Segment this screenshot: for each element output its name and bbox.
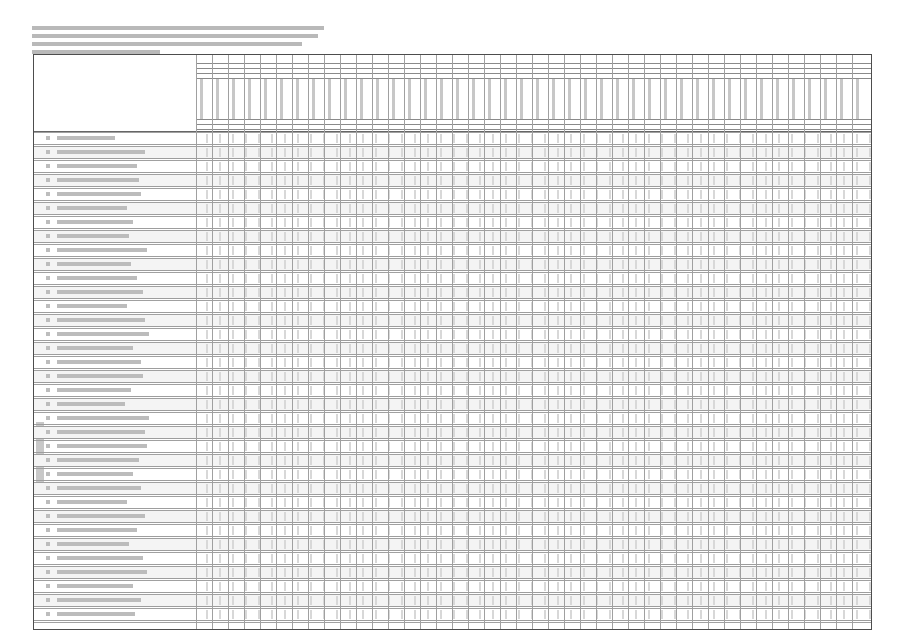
- row-value-cells: [196, 512, 871, 521]
- row-name-cell: [57, 598, 141, 602]
- column-header-label: [392, 79, 395, 119]
- row-value-cells: [196, 484, 871, 493]
- column-header-label: [792, 79, 795, 119]
- row-value-cells: [196, 344, 871, 353]
- row-number-cell: [46, 262, 50, 266]
- row-number-cell: [46, 584, 50, 588]
- grid-hline: [34, 146, 871, 147]
- grid-hline: [34, 398, 871, 399]
- grid-hline: [34, 524, 871, 525]
- row-number-cell: [46, 514, 50, 518]
- row-name-cell: [57, 290, 143, 294]
- column-header-label: [840, 79, 843, 119]
- row-name-cell: [57, 346, 133, 350]
- row-value-cells: [196, 260, 871, 269]
- column-header-label: [776, 79, 779, 119]
- row-number-cell: [46, 556, 50, 560]
- grid-hline: [34, 510, 871, 511]
- grid-hline: [34, 202, 871, 203]
- row-name-cell: [57, 402, 125, 406]
- column-header-label: [264, 79, 267, 119]
- row-number-cell: [46, 276, 50, 280]
- header-band-1: [196, 63, 871, 64]
- data-table: [33, 54, 872, 630]
- row-number-cell: [46, 346, 50, 350]
- grid-hline: [34, 482, 871, 483]
- column-header-label: [328, 79, 331, 119]
- grid-hline: [34, 286, 871, 287]
- row-name-cell: [57, 374, 143, 378]
- column-header-label: [280, 79, 283, 119]
- row-number-cell: [46, 136, 50, 140]
- row-number-cell: [46, 458, 50, 462]
- row-value-cells: [196, 400, 871, 409]
- column-header-label: [744, 79, 747, 119]
- row-number-cell: [46, 150, 50, 154]
- row-number-cell: [46, 388, 50, 392]
- column-header-label: [648, 79, 651, 119]
- row-number-cell: [46, 164, 50, 168]
- row-number-cell: [46, 234, 50, 238]
- grid-hline: [34, 258, 871, 259]
- column-header-label: [216, 79, 219, 119]
- grid-hline: [34, 230, 871, 231]
- row-name-cell: [57, 136, 115, 140]
- grid-hline: [34, 328, 871, 329]
- row-value-cells: [196, 134, 871, 143]
- row-number-cell: [46, 444, 50, 448]
- header-band-5: [196, 119, 871, 120]
- header-band-6: [196, 124, 871, 125]
- row-name-cell: [57, 332, 149, 336]
- row-value-cells: [196, 596, 871, 605]
- row-value-cells: [196, 428, 871, 437]
- row-name-cell: [57, 528, 137, 532]
- row-name-cell: [57, 612, 135, 616]
- row-number-cell: [46, 178, 50, 182]
- row-name-cell: [57, 542, 129, 546]
- row-number-cell: [46, 542, 50, 546]
- table-caption: [32, 26, 332, 52]
- row-name-cell: [57, 584, 133, 588]
- column-header-label: [856, 79, 859, 119]
- column-header-label: [296, 79, 299, 119]
- column-header-label: [424, 79, 427, 119]
- grid-hline: [34, 412, 871, 413]
- column-header-label: [808, 79, 811, 119]
- column-header-label: [232, 79, 235, 119]
- grid-hline: [34, 538, 871, 539]
- column-header-label: [584, 79, 587, 119]
- row-number-cell: [46, 528, 50, 532]
- row-value-cells: [196, 372, 871, 381]
- row-number-cell: [46, 220, 50, 224]
- row-number-cell: [46, 486, 50, 490]
- row-value-cells: [196, 190, 871, 199]
- row-value-cells: [196, 582, 871, 591]
- row-value-cells: [196, 540, 871, 549]
- column-header-label: [680, 79, 683, 119]
- row-name-cell: [57, 164, 137, 168]
- column-header-label: [728, 79, 731, 119]
- column-header-label: [440, 79, 443, 119]
- grid-hline: [34, 216, 871, 217]
- column-header-label: [200, 79, 203, 119]
- grid-hline: [34, 496, 871, 497]
- grid-hline: [34, 356, 871, 357]
- row-value-cells: [196, 274, 871, 283]
- column-header-label: [344, 79, 347, 119]
- row-value-cells: [196, 526, 871, 535]
- row-number-cell: [46, 500, 50, 504]
- grid-hline: [34, 454, 871, 455]
- header-band-7: [196, 129, 871, 130]
- grid-hline: [34, 384, 871, 385]
- row-name-cell: [57, 444, 147, 448]
- row-value-cells: [196, 554, 871, 563]
- column-header-label: [824, 79, 827, 119]
- row-value-cells: [196, 218, 871, 227]
- column-header-label: [376, 79, 379, 119]
- column-header-label: [504, 79, 507, 119]
- row-name-cell: [57, 276, 137, 280]
- row-number-cell: [46, 402, 50, 406]
- row-name-cell: [57, 192, 141, 196]
- row-number-cell: [46, 192, 50, 196]
- row-value-cells: [196, 148, 871, 157]
- row-value-cells: [196, 414, 871, 423]
- grid-hline: [34, 132, 871, 133]
- column-header-label: [408, 79, 411, 119]
- column-header-label: [472, 79, 475, 119]
- row-value-cells: [196, 456, 871, 465]
- row-name-cell: [57, 500, 127, 504]
- row-value-cells: [196, 302, 871, 311]
- row-name-cell: [57, 472, 133, 476]
- column-header-label: [760, 79, 763, 119]
- row-name-cell: [57, 262, 131, 266]
- caption-line-2: [32, 34, 318, 38]
- column-header-label: [520, 79, 523, 119]
- caption-line-3: [32, 42, 302, 46]
- column-header-label: [616, 79, 619, 119]
- grid-hline: [34, 188, 871, 189]
- column-header-label: [664, 79, 667, 119]
- row-number-cell: [46, 318, 50, 322]
- grid-hline: [34, 342, 871, 343]
- row-name-cell: [57, 388, 131, 392]
- row-value-cells: [196, 288, 871, 297]
- row-name-cell: [57, 458, 139, 462]
- grid-hline: [34, 300, 871, 301]
- column-header-label: [248, 79, 251, 119]
- row-number-cell: [46, 472, 50, 476]
- row-name-cell: [57, 234, 129, 238]
- row-value-cells: [196, 470, 871, 479]
- row-name-cell: [57, 556, 143, 560]
- row-number-cell: [46, 360, 50, 364]
- row-name-cell: [57, 318, 145, 322]
- row-value-cells: [196, 498, 871, 507]
- column-header-label: [568, 79, 571, 119]
- grid-hline: [34, 314, 871, 315]
- grid-hline: [34, 566, 871, 567]
- row-number-cell: [46, 598, 50, 602]
- row-name-cell: [57, 206, 127, 210]
- grid-hline: [34, 272, 871, 273]
- row-number-cell: [46, 416, 50, 420]
- grid-hline: [34, 468, 871, 469]
- row-value-cells: [196, 568, 871, 577]
- row-value-cells: [196, 330, 871, 339]
- row-number-cell: [46, 430, 50, 434]
- row-number-cell: [46, 304, 50, 308]
- row-name-cell: [57, 416, 149, 420]
- column-header-label: [536, 79, 539, 119]
- row-value-cells: [196, 386, 871, 395]
- column-header-label: [456, 79, 459, 119]
- grid-hline: [34, 440, 871, 441]
- row-name-cell: [57, 150, 145, 154]
- column-header-label: [552, 79, 555, 119]
- header-band-3: [196, 73, 871, 74]
- row-name-cell: [57, 570, 147, 574]
- row-number-cell: [46, 206, 50, 210]
- caption-line-1: [32, 26, 324, 30]
- grid-hline: [34, 608, 871, 609]
- column-header-label: [696, 79, 699, 119]
- row-name-cell: [57, 304, 127, 308]
- row-name-cell: [57, 178, 139, 182]
- row-value-cells: [196, 442, 871, 451]
- row-number-cell: [46, 248, 50, 252]
- column-header-label: [488, 79, 491, 119]
- grid-hline: [34, 370, 871, 371]
- grid-hline: [34, 594, 871, 595]
- grid-hline: [34, 580, 871, 581]
- row-name-cell: [57, 486, 141, 490]
- row-value-cells: [196, 610, 871, 619]
- grid-hline: [34, 622, 871, 623]
- column-header-label: [360, 79, 363, 119]
- row-number-cell: [46, 612, 50, 616]
- header-band-2: [196, 68, 871, 69]
- grid-hline: [34, 426, 871, 427]
- row-value-cells: [196, 162, 871, 171]
- grid-hline: [34, 552, 871, 553]
- row-name-cell: [57, 430, 145, 434]
- row-number-cell: [46, 332, 50, 336]
- row-value-cells: [196, 232, 871, 241]
- row-name-cell: [57, 248, 147, 252]
- grid-hline: [34, 174, 871, 175]
- column-header-label: [712, 79, 715, 119]
- row-number-cell: [46, 290, 50, 294]
- column-header-label: [600, 79, 603, 119]
- grid-hline: [34, 244, 871, 245]
- row-name-cell: [57, 360, 141, 364]
- row-value-cells: [196, 316, 871, 325]
- column-header-label: [312, 79, 315, 119]
- row-value-cells: [196, 204, 871, 213]
- row-value-cells: [196, 246, 871, 255]
- column-header-label: [632, 79, 635, 119]
- row-number-cell: [46, 570, 50, 574]
- row-value-cells: [196, 176, 871, 185]
- row-name-cell: [57, 220, 133, 224]
- row-number-cell: [46, 374, 50, 378]
- grid-hline: [34, 160, 871, 161]
- row-value-cells: [196, 358, 871, 367]
- row-name-cell: [57, 514, 145, 518]
